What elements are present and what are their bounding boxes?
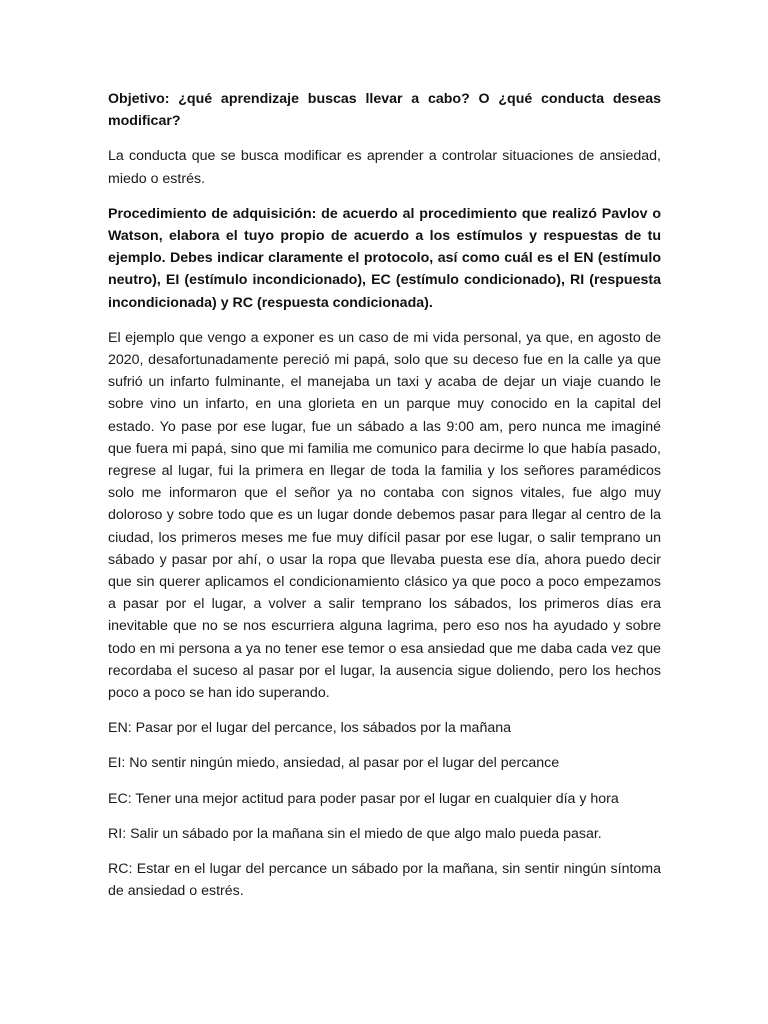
item-ri: RI: Salir un sábado por la mañana sin el miedo de que algo malo pueda pasar. — [108, 825, 602, 842]
ejemplo-paragraph: El ejemplo que vengo a exponer es un caso de mi vida personal, ya que, en agosto de 2020, desafortunadamente pereció mi papá, solo que su deceso fue en la calle ya que sufrió un infarto fulminante, el manejaba un taxi y acaba de dejar un viaje cuando le sobre vino un infarto, en una glorieta en un parque muy conocido en la capital del estado. Yo pase por ese lugar, fue un sábado a las 9:00 am, pero nunca me imaginé que fuera mi papá, sino que mi familia me comunico para decirme lo que había pasado, regrese al lugar, fui la primera en llegar de toda la familia y los señores paramédicos solo me informaron que el señor ya no contaba con signos vitales, fue algo muy doloroso y sobre todo que es un lugar donde debemos pasar para llegar al centro de la ciudad, los primeros meses me fue muy difícil pasar por ese lugar, o salir temprano un sábado y pasar por ahí, o usar la ropa que llevaba puesta ese día, ahora puedo decir que sin querer aplicamos el condicionamiento clásico ya que poco a poco empezamos a pasar por el lugar, a volver a salir temprano los sábados, los primeros días era inevitable que no se nos escurriera alguna lagrima, pero eso nos ha ayudado y sobre todo en mi persona a ya no tener ese temor o esa ansiedad que me daba cada vez que recordaba el suceso al pasar por el lugar, la ausencia sigue doliendo, pero los hechos poco a poco se han ido superando. — [108, 329, 661, 702]
item-ec: EC: Tener una mejor actitud para poder pasar por el lugar en cualquier día y hora — [108, 790, 619, 807]
objetivo-answer: La conducta que se busca modificar es aprender a controlar situaciones de ansiedad, miedo o estrés. — [108, 148, 661, 187]
item-ei: EI: No sentir ningún miedo, ansiedad, al pasar por el lugar del percance — [108, 755, 560, 772]
document-page — [108, 88, 661, 916]
item-en: EN: Pasar por el lugar del percance, los sábados por la mañana — [108, 720, 511, 737]
item-rc: RC: Estar en el lugar del percance un sábado por la mañana, sin sentir ningún síntoma de ansiedad o estrés. — [108, 861, 661, 900]
objetivo-heading: Objetivo: ¿qué aprendizaje buscas llevar a cabo? O ¿qué conducta deseas modificar? — [108, 91, 661, 130]
procedimiento-heading: Procedimiento de adquisición: de acuerdo al procedimiento que realizó Pavlov o Watson, elabora el tuyo propio de acuerdo a los estímulos y respuestas de tu ejemplo. Debes indicar claramente el protocolo, así como cuál es el EN (estímulo neutro), EI (estímulo incondicionado), EC (estímulo condicionado), RI (respuesta incondicionada) y RC (respuesta condicionada). — [108, 205, 661, 311]
